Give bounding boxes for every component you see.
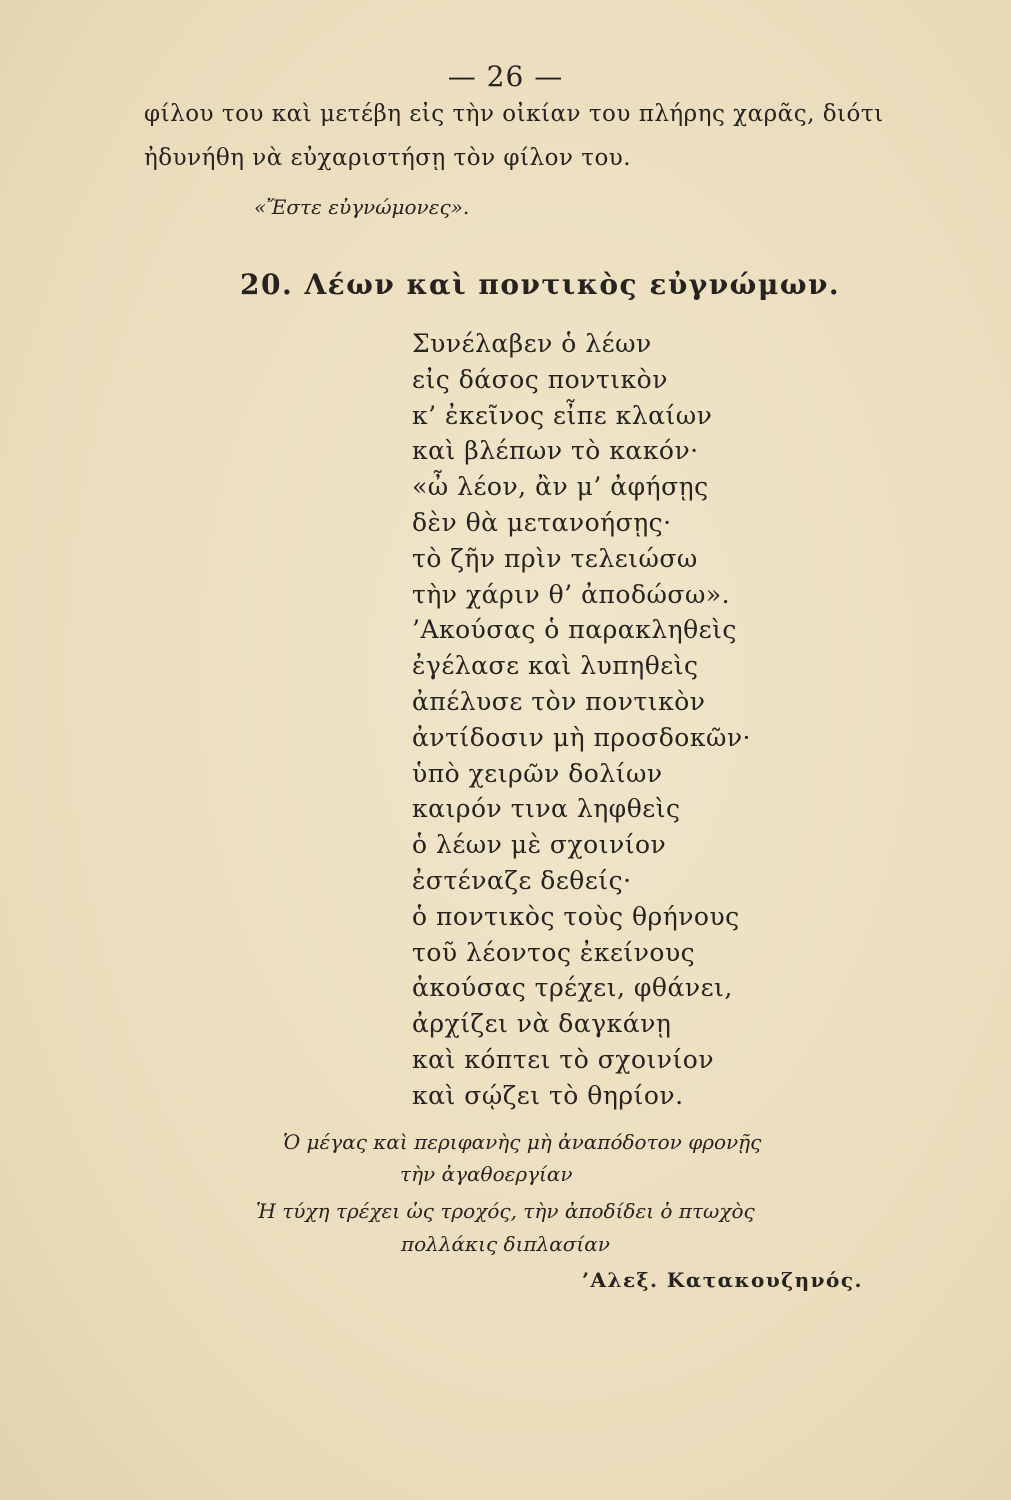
moral-line: Ὁ μέγας καὶ περιφανὴς μὴ ἀναπόδοτον φρονῇς — [283, 1130, 762, 1154]
poem — [412, 326, 751, 1114]
poem-line: ἀρχίζει νὰ δαγκάνῃ — [412, 1009, 672, 1039]
moral-line: τὴν ἀγαθοεργίαν — [400, 1162, 573, 1186]
author-signature: ’Αλεξ. Κατακουζηνός. — [582, 1268, 864, 1292]
poem-line: τὸ ζῆν πρὶν τελειώσω — [412, 543, 698, 573]
poem-line: ἀντίδοσιν μὴ προσδοκῶν· — [412, 722, 752, 752]
poem-line: ὁ λέων μὲ σχοινίον — [412, 830, 667, 860]
poem-line: εἰς δάσος ποντικὸν — [412, 364, 668, 394]
poem-line: ἀκούσας τρέχει, φθάνει, — [412, 973, 733, 1003]
previous-fable-motto: «Ἔστε εὐγνώμονες». — [254, 195, 470, 219]
poem-line: δὲν θὰ μετανοήσῃς· — [412, 507, 672, 537]
poem-line: καιρόν τινα ληφθεὶς — [412, 794, 681, 824]
poem-line: καὶ βλέπων τὸ κακόν· — [412, 436, 699, 466]
poem-line: ’Ακούσας ὁ παρακληθεὶς — [412, 615, 737, 645]
moral-line: Ἡ τύχη τρέχει ὡς τροχός, τὴν ἀποδίδει ὁ πτωχὸς — [256, 1199, 755, 1223]
poem-line: ὑπὸ χειρῶν δολίων — [412, 758, 663, 788]
moral-line: πολλάκις διπλασίαν — [401, 1232, 610, 1256]
poem-line: καὶ κόπτει τὸ σχοινίον — [412, 1044, 715, 1074]
poem-line: ἐγέλασε καὶ λυπηθεὶς — [412, 651, 699, 681]
poem-line: ἀπέλυσε τὸν ποντικὸν — [412, 686, 706, 716]
poem-line: ὁ ποντικὸς τοὺς θρήνους — [412, 901, 740, 931]
fable-heading: 20. Λέων καὶ ποντικὸς εὐγνώμων. — [240, 268, 841, 301]
poem-line: ἐστέναζε δεθείς· — [412, 865, 632, 895]
poem-line: «ὦ λέον, ἂν μ’ ἀφήσῃς — [412, 472, 709, 502]
prose-line: φίλου του καὶ μετέβη εἰς τὴν οἰκίαν του πλήρης χαρᾶς, διότι — [144, 101, 884, 127]
poem-line: καὶ σῴζει τὸ θηρίον. — [412, 1080, 684, 1110]
poem-line: τοῦ λέοντος ἐκείνους — [412, 937, 696, 967]
poem-line: κ’ ἐκεῖνος εἶπε κλαίων — [412, 400, 713, 430]
poem-line: τὴν χάριν θ’ ἀποδώσω». — [412, 579, 731, 609]
page-number: — 26 — — [447, 60, 564, 93]
poem-line: Συνέλαβεν ὁ λέων — [412, 329, 652, 358]
prose-line: ἠδυνήθη νὰ εὐχαριστήσῃ τὸν φίλον του. — [144, 145, 632, 171]
